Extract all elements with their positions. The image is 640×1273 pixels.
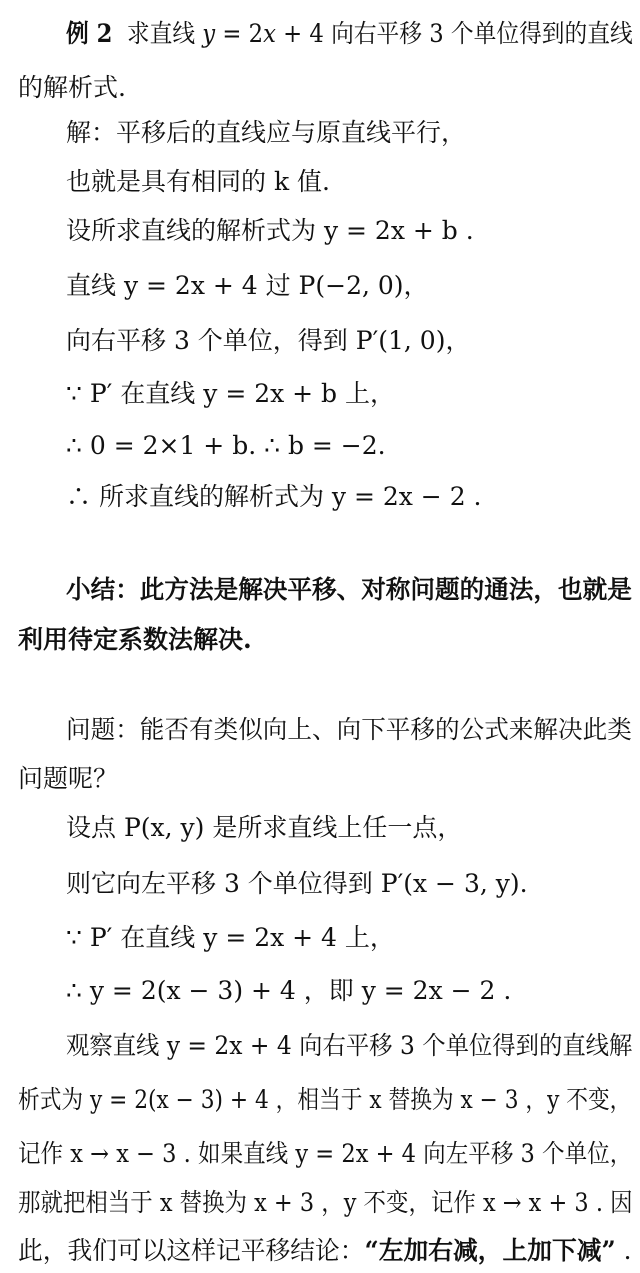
example-label: 例 2 xyxy=(66,19,113,48)
solution-line-1: 解：平移后的直线应与原直线平行， xyxy=(66,118,467,147)
derivation-line-3: ∵ P′ 在直线 y = 2x + 4 上， xyxy=(66,923,395,952)
solution-line-6: ∵ P′ 在直线 y = 2x + b 上， xyxy=(66,379,396,408)
derivation-line-2: 则它向左平移 3 个单位得到 P′(x − 3, y). xyxy=(66,869,528,898)
observation-line-1: 观察直线 y = 2x + 4 向右平移 3 个单位得到的直线解 xyxy=(66,1031,633,1060)
summary-line-1: 小结：此方法是解决平移、对称问题的通法，也就是 xyxy=(66,575,632,604)
conclusion-period: . xyxy=(615,1236,632,1265)
derivation-line-4: ∴ y = 2(x − 3) + 4 ，即 y = 2x − 2 . xyxy=(66,976,512,1005)
example-heading-line: 例 2 求直线 y = 2x + 4 向右平移 3 个单位得到的直线 xyxy=(66,19,633,48)
conclusion-line xyxy=(18,1235,631,1267)
conclusion-text: 此，我们可以这样记平移结论： xyxy=(18,1236,365,1265)
question-line-1: 问题：能否有类似向上、向下平移的公式来解决此类 xyxy=(66,715,632,744)
observation-line-3: 记作 x → x − 3 . 如果直线 y = 2x + 4 向左平移 3 个单位， xyxy=(18,1139,633,1168)
observation-line-2: 析式为 y = 2(x − 3) + 4 ，相当于 x 替换为 x − 3 ，y 不变， xyxy=(18,1085,632,1114)
derivation-line-1: 设点 P(x, y) 是所求直线上任一点， xyxy=(66,813,463,842)
solution-line-8: ∴ 所求直线的解析式为 y = 2x − 2 . xyxy=(66,482,482,511)
conclusion-mnemonic: “左加右减，上加下减” xyxy=(364,1236,616,1265)
solution-line-4: 直线 y = 2x + 4 过 P(−2, 0)， xyxy=(66,271,429,300)
solution-line-7: ∴ 0 = 2×1 + b. ∴ b = −2. xyxy=(66,431,386,460)
question-line-2: 问题呢？ xyxy=(18,764,119,793)
solution-line-3: 设所求直线的解析式为 y = 2x + b . xyxy=(66,216,474,245)
solution-line-2: 也就是具有相同的 k 值. xyxy=(66,167,330,196)
summary-line-2: 利用待定系数法解决. xyxy=(18,625,252,654)
example-heading-line-2: 的解析式. xyxy=(18,73,126,102)
solution-line-5: 向右平移 3 个单位，得到 P′(1, 0)， xyxy=(66,326,471,355)
observation-line-4: 那就把相当于 x 替换为 x + 3 ，y 不变，记作 x → x + 3 . 因 xyxy=(18,1188,633,1217)
